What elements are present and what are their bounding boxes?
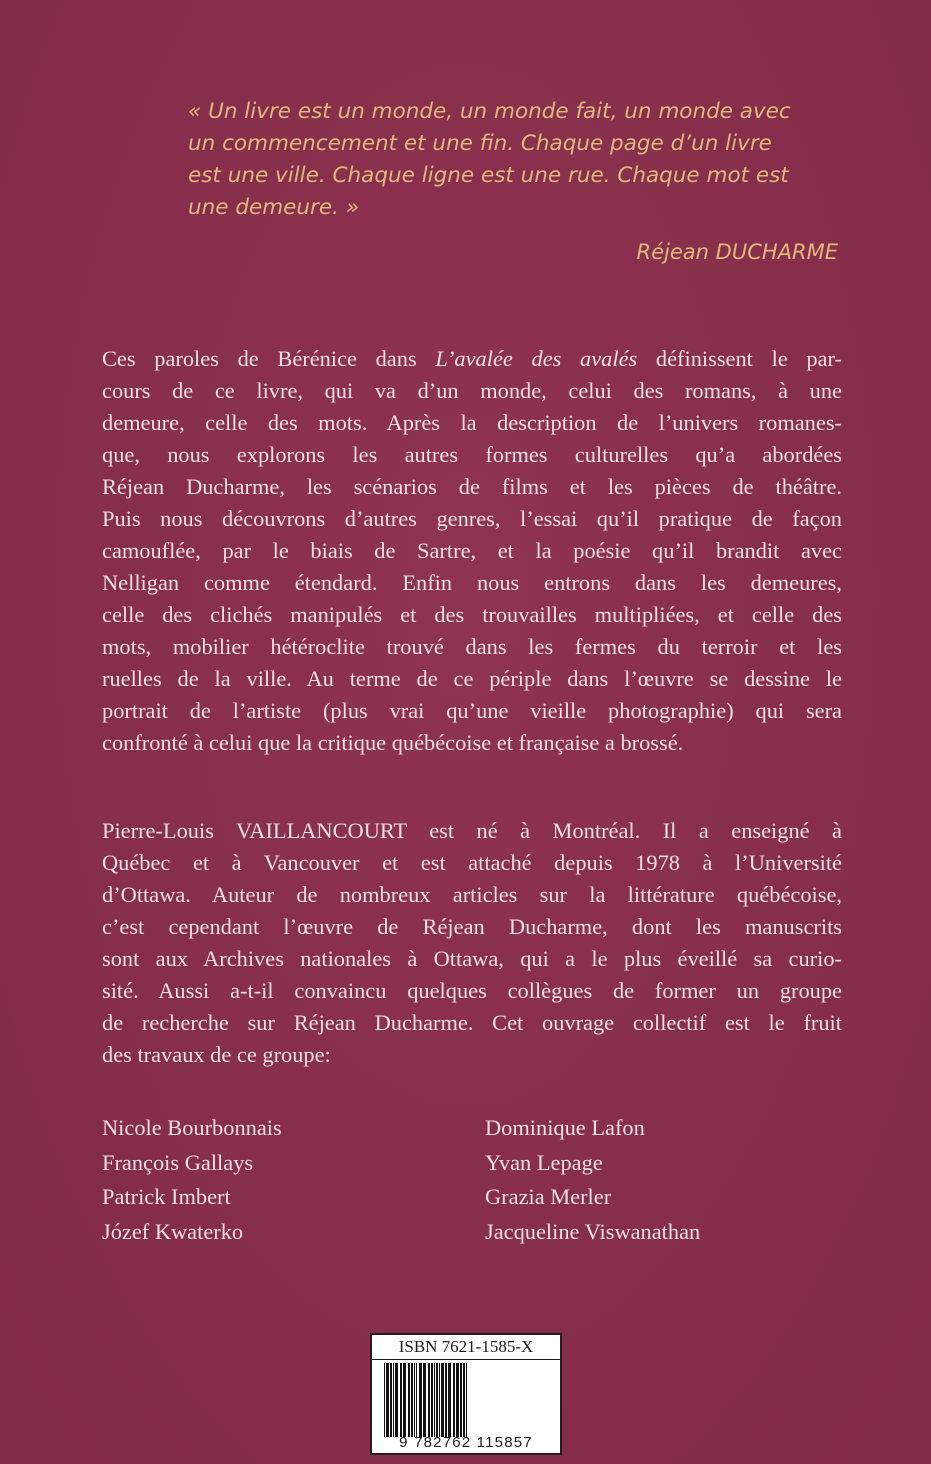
author-bio-paragraph [102, 815, 842, 1071]
paragraph-line: Ces paroles de Bérénice dans L’avalée des avalés définissent le par- [102, 346, 842, 371]
paragraph-line: demeure, celle des mots. Après la description de l’univers romanes- [102, 410, 842, 435]
paragraph-line: Québec et à Vancouver et est attaché depuis 1978 à l’Université [102, 850, 842, 875]
paragraph-line: camouflée, par le biais de Sartre, et la poésie qu’il brandit avec [102, 538, 842, 563]
paragraph-line: cours de ce livre, qui va d’un monde, celui des romans, à une [102, 378, 842, 403]
barcode-bar [393, 1363, 394, 1437]
barcode-bar [408, 1363, 410, 1437]
epigraph-quote [188, 96, 848, 224]
paragraph-line: portrait de l’artiste (plus vrai qu’une vieille photographie) qui sera [102, 698, 842, 723]
barcode-bar [384, 1363, 385, 1437]
barcode-bar [431, 1363, 433, 1437]
quote-line: une demeure. » [188, 195, 359, 220]
barcode-bar [439, 1363, 440, 1437]
isbn-barcode [370, 1333, 562, 1455]
barcode-digits: 9 782762 115857 [399, 1434, 533, 1451]
paragraph-line: que, nous explorons les autres formes culturelles qu’a abordées [102, 442, 842, 467]
barcode-bar [456, 1363, 459, 1437]
barcode-bar [441, 1363, 444, 1437]
barcode-bar [436, 1363, 438, 1437]
contributor-name: Nicole Bourbonnais [102, 1115, 282, 1140]
paragraph-line: Réjean Ducharme, les scénarios de films et les pièces de théâtre. [102, 474, 842, 499]
barcode-bar [453, 1363, 455, 1437]
contributor-name: Dominique Lafon [485, 1115, 645, 1140]
barcode-bar [386, 1363, 389, 1437]
quote-line: « Un livre est un monde, un monde fait, un monde avec [188, 99, 791, 124]
paragraph-line: Pierre-Louis VAILLANCOURT est né à Montréal. Il a enseigné à [102, 818, 842, 843]
description-paragraph [102, 343, 842, 759]
barcode-bar [414, 1363, 415, 1437]
quote-author: Réjean DUCHARME [636, 240, 838, 264]
paragraph-line: des travaux de ce groupe: [102, 1042, 331, 1067]
paragraph-line: ruelles de la ville. Au terme de ce périple dans l’œuvre se dessine le [102, 666, 842, 691]
quote-line: est une ville. Chaque ligne est une rue. Chaque mot est [188, 163, 789, 188]
barcode-bar [466, 1363, 467, 1437]
book-title: L’avalée des avalés [435, 346, 638, 371]
barcode-bar [448, 1363, 451, 1437]
contributor-name: François Gallays [102, 1149, 254, 1175]
barcode-bar [395, 1363, 398, 1437]
barcode-bar [403, 1363, 406, 1437]
paragraph-line: d’Ottawa. Auteur de nombreux articles sur la littérature québécoise, [102, 882, 842, 907]
quote-line: un commencement et une fin. Chaque page d’un livre [188, 131, 772, 156]
paragraph-line: Nelligan comme étendard. Enfin nous entrons dans les demeures, [102, 570, 842, 595]
paragraph-line: Puis nous découvrons d’autres genres, l’essai qu’il pratique de façon [102, 506, 842, 531]
barcode-bar [390, 1363, 392, 1437]
paragraph-line: de recherche sur Réjean Ducharme. Cet ouvrage collectif est le fruit [102, 1010, 842, 1035]
contributor-name: Józef Kwaterko [102, 1218, 244, 1244]
paragraph-line: confronté à celui que la critique québécoise et française a brossé. [102, 730, 684, 755]
isbn-label: ISBN 7621-1585-X [372, 1337, 560, 1360]
barcode-bar [400, 1363, 402, 1437]
barcode-bar [434, 1363, 435, 1437]
paragraph-line: sont aux Archives nationales à Ottawa, qui a le plus éveillé sa curio- [102, 946, 842, 971]
barcode-bar [445, 1363, 447, 1437]
barcode-bars [382, 1363, 552, 1437]
barcode-bar [411, 1363, 413, 1437]
contributor-name: Jacqueline Viswanathan [485, 1218, 701, 1244]
barcode-bar [463, 1363, 465, 1437]
contributor-name: Grazia Merler [485, 1184, 612, 1209]
contributor-name: Yvan Lepage [485, 1149, 603, 1175]
barcode-bar [423, 1363, 426, 1437]
barcode-bar [460, 1363, 462, 1437]
paragraph-line: mots, mobilier hétéroclite trouvé dans les fermes du terroir et les [102, 634, 842, 659]
barcode-bar [428, 1363, 430, 1437]
contributors-column-right [485, 1111, 700, 1249]
contributors-column-left [102, 1111, 282, 1249]
barcode-bar [419, 1363, 422, 1437]
paragraph-line: c’est cependant l’œuvre de Réjean Ducharme, dont les manuscrits [102, 914, 842, 939]
barcode-bar [416, 1363, 417, 1437]
paragraph-line: celle des clichés manipulés et des trouvailles multipliées, et celle des [102, 602, 842, 627]
paragraph-line: sité. Aussi a-t-il convaincu quelques collègues de former un groupe [102, 978, 842, 1003]
contributor-name: Patrick Imbert [102, 1184, 231, 1209]
